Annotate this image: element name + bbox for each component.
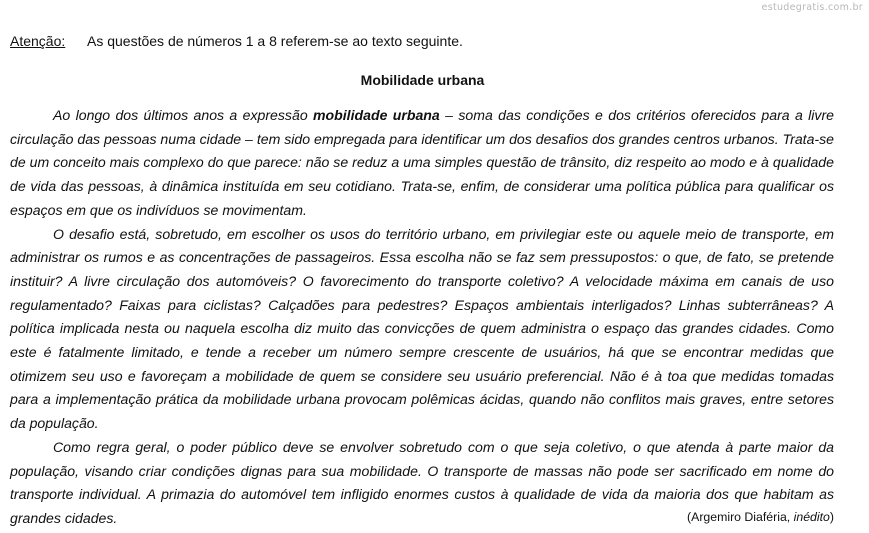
paragraph: Como regra geral, o poder público deve se envolver sobretudo com o que seja coletivo, o que atenda à parte maior da população, visando criar condições dignas para sua mobilidade. O transporte de massas não pode ser sacrificado em nome do transporte individual. A primazia do automóvel tem infligido enormes custos à qualidade de vida da maioria dos que habitam as grandes cidades. <box>10 438 834 526</box>
instruction-notice <box>10 33 463 50</box>
text-body <box>10 104 834 531</box>
work-status: inédito <box>793 510 830 524</box>
citation-close: ) <box>829 510 834 524</box>
key-term: mobilidade urbana <box>313 107 440 123</box>
paragraph: O desafio está, sobretudo, em escolher os usos do território urbano, em privilegiar este ou aquele meio de transporte, em administrar os rumos e as concentrações de passageiros. Essa escolha não se faz sem pressupostos: o que, de fato, se pretende instituir? A livre circulação dos automóveis? O favorecimento do transporte coletivo? A velocidade máxima em canais de uso regulamentado? Faixas para ciclistas? Calçadões para pedestres? Espaços ambientais interligados? Linhas subterrâneas? A política implicada nesta ou naquela escolha diz muito das convicções de quem administra o espaço das grandes cidades. Como este é fatalmente limitado, e tende a receber um número sempre crescente de usuários, há que se encontrar medidas que otimizem seu uso e favoreçam a mobilidade de quem se considere seu usuário preferencial. Não é à toa que medidas tomadas para a implementação prática da mobilidade urbana provocam polêmicas ácidas, quando não conflitos mais graves, entre setores da população. <box>10 225 834 432</box>
watermark: estudegratis.com.br <box>761 2 863 13</box>
paragraph-text: – soma das condições e dos critérios oferecidos para a livre circulação das pessoas numa cidade – tem sido empregada para identificar um dos desafios dos grandes centros urbanos. Trata-se de um conceito mais complexo do que parece: não se reduz a uma simples questão de trânsito, diz respeito ao modo e à qualidade de vida das pessoas, à dinâmica instituída em seu cotidiano. Trata-se, enfim, de considerar uma política pública para qualificar os espaços em que os indivíduos se movimentam. <box>10 107 834 218</box>
notice-text: As questões de números 1 a 8 referem-se ao texto seguinte. <box>87 33 463 49</box>
text-title: Mobilidade urbana <box>360 72 485 88</box>
notice-label: Atenção: <box>10 33 66 49</box>
citation-open: ( <box>687 510 692 524</box>
paragraph <box>10 104 834 223</box>
paragraph-text: Ao longo dos últimos anos a expressão <box>53 107 314 123</box>
author-name: Argemiro Diaféria, <box>691 510 794 524</box>
source-citation <box>687 510 834 525</box>
